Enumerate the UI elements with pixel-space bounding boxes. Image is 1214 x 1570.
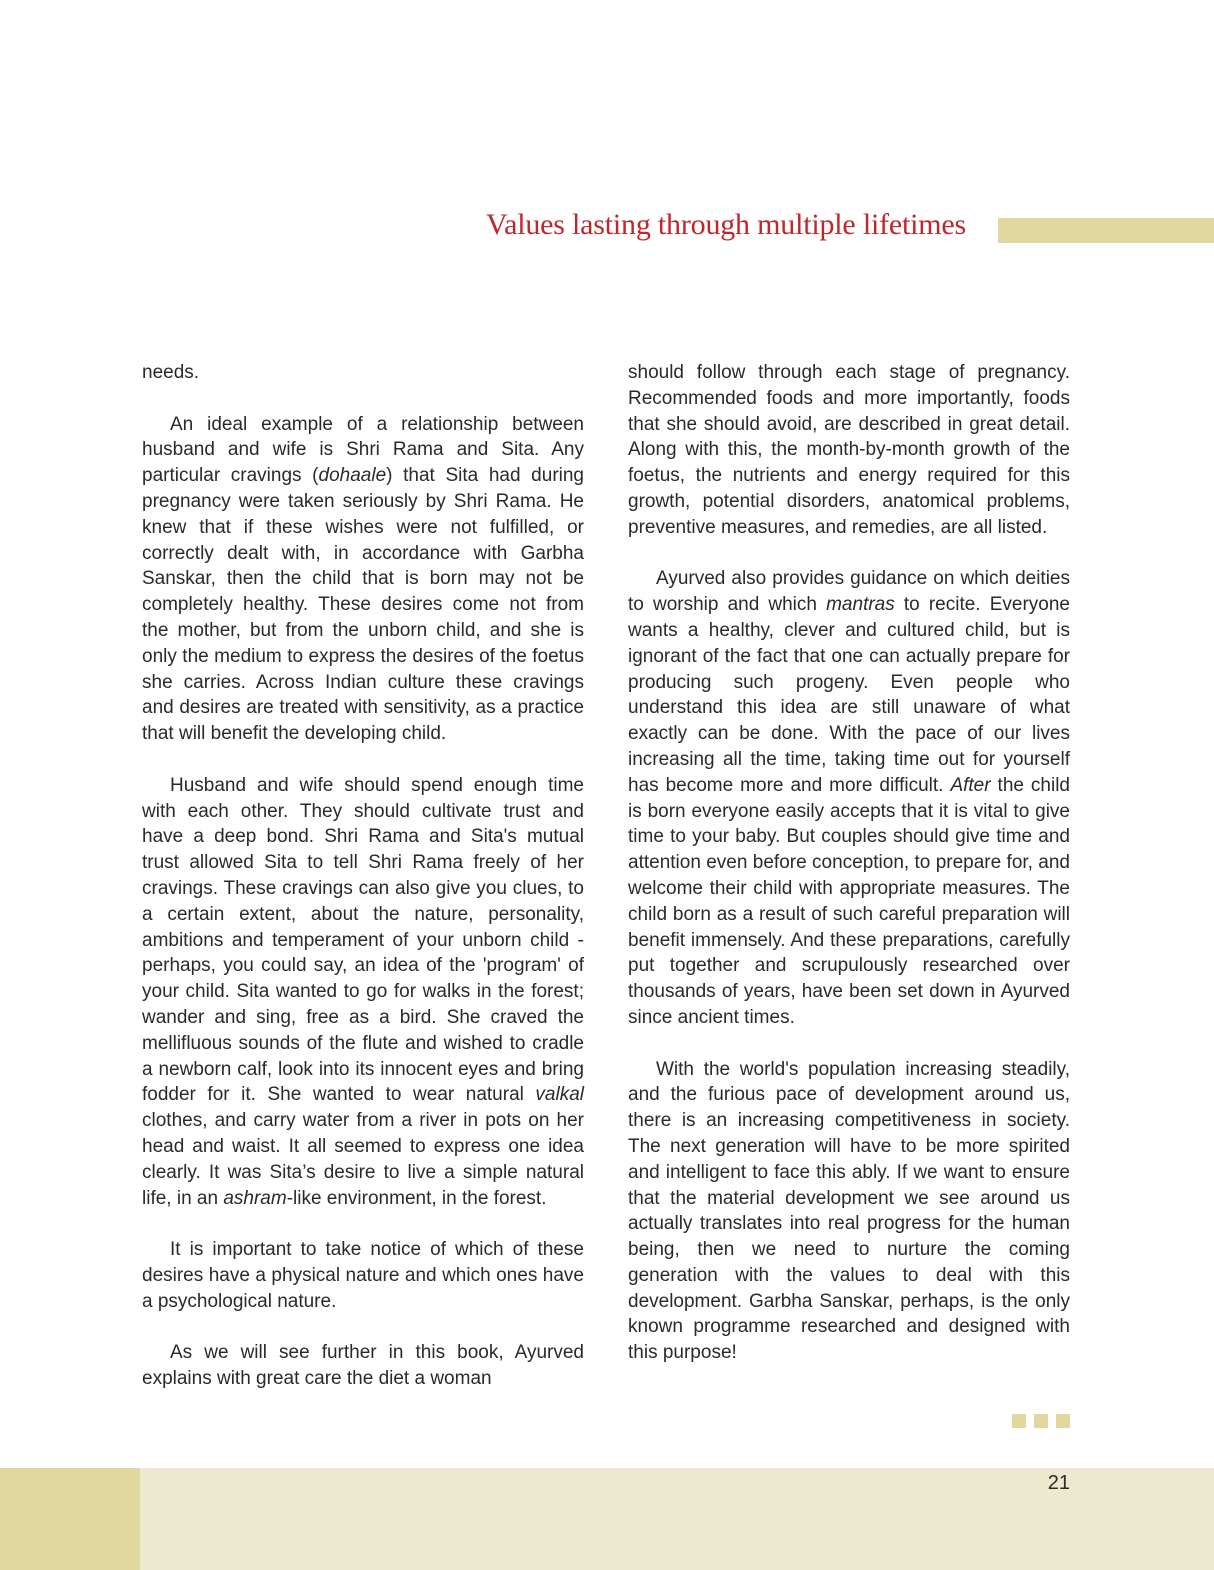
text-run: -like environment, in the forest. [286,1187,547,1209]
paragraph [142,412,584,747]
paragraph: should follow through each stage of pregnancy. Recommended foods and more importantly, foods that she should avoid, are described in great detail. Along with this, the month-by-month growth of the foetus, the nutrients and energy required for this growth, potential disorders, anatomical problems, preventive measures, and remedies, are all listed. [628,362,1070,538]
end-mark-square [1034,1414,1048,1428]
paragraph: As we will see further in this book, Ayurved explains with great care the diet a woman [142,1342,584,1390]
left-column [142,360,584,1392]
text-run: clothes, and carry water from a river in pots on her head and waist. It all seemed to express one idea clearly. It was Sita’s desire to live a simple natural life, in an [142,1110,584,1209]
italic-term: ashram [223,1187,287,1209]
text-run: the child is born everyone easily accepts that it is vital to give time to your baby. But couples should give time and attention even before conception, to prepare for, and welcome their child with appropriate measures. The child born as a result of such careful preparation will benefit immensely. And these preparations, carefully put together and scrupulously researched over thousands of years, have been set down in Ayurved since ancient times. [628,774,1071,1028]
paragraph [142,773,584,1212]
text-run: to recite. Everyone wants a healthy, clever and cultured child, but is ignorant of the fact that one can actually prepare for producing such progeny. Even people who understand this idea are still unaware of what exactly can be done. With the pace of our lives increasing all the time, taking time out for yourself has become more and more difficult. [628,594,1070,796]
end-marks-icon [1012,1414,1070,1428]
paragraph [628,566,1070,1030]
footer-band [0,1468,1214,1570]
italic-term: mantras [826,594,895,616]
paragraph: needs. [142,362,200,383]
title-accent-bar [998,218,1214,243]
text-run: Husband and wife should spend enough time with each other. They should cultivate trust and have a deep bond. Shri Rama and Sita's mutual trust allowed Sita to tell Shri Rama freely of her cravings. These cravings can also give you clues, to a certain extent, about the nature, personality, ambitions and temperament of your unborn child - perhaps, you could say, an idea of the 'program' of your child. Sita wanted to go for walks in the forest; wander and sing, free as a bird. She craved the mellifluous sounds of the flute and wished to cradle a newborn calf, look into its innocent eyes and bring fodder for it. She wanted to wear natural [142,774,584,1106]
chapter-title: Values lasting through multiple lifetimes [485,208,966,241]
footer-accent-block [0,1468,140,1570]
text-run: ) that Sita had during pregnancy were taken seriously by Shri Rama. He knew that if these wishes were not fulfilled, or correctly dealt with, in accordance with Garbha Sanskar, then the child that is born may not be completely healthy. These desires come not from the mother, but from the unborn child, and she is only the medium to express the desires of the foetus she carries. Across Indian culture these cravings and desires are treated with sensitivity, as a practice that will benefit the developing child. [142,465,584,745]
end-mark-square [1056,1414,1070,1428]
paragraph: It is important to take notice of which of these desires have a physical nature and which ones have a psychological nature. [142,1239,584,1312]
text-run: Ayurved also provides guidance on which deities to worship and which [628,568,1070,616]
italic-term: valkal [535,1084,584,1106]
right-column [628,360,1070,1366]
text-run: An ideal example of a relationship between husband and wife is Shri Rama and Sita. Any particular cravings ( [142,413,584,487]
italic-term: dohaale [318,465,387,487]
italic-term: After [950,774,991,796]
end-mark-square [1012,1414,1026,1428]
page-number: 21 [1047,1472,1070,1494]
paragraph: With the world's population increasing steadily, and the furious pace of development around us, there is an increasing competitiveness in society. The next generation will have to be more spirited and intelligent to face this ably. If we want to ensure that the material development we see around us actually translates into real progress for the human being, then we need to nurture the coming generation with the values to deal with this development. Garbha Sanskar, perhaps, is the only known programme researched and designed with this purpose! [628,1058,1070,1364]
